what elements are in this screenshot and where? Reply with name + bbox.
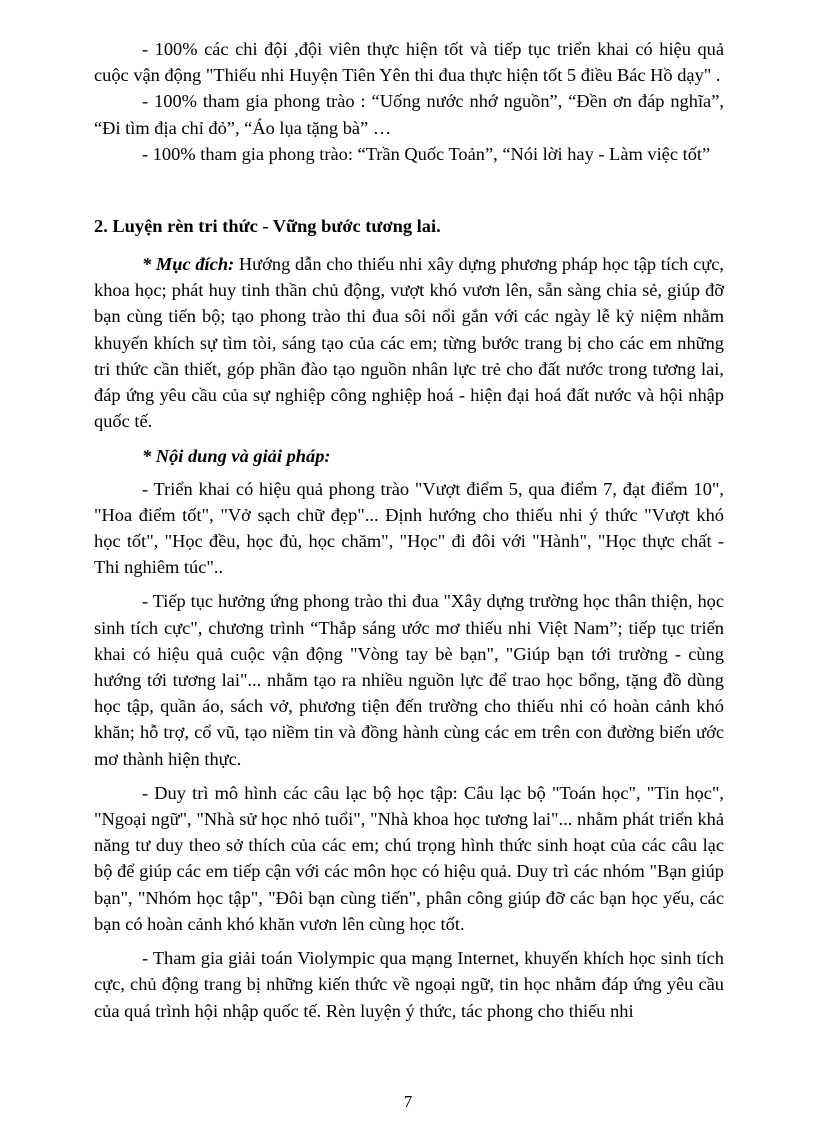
paragraph-cau-lac-bo: - Duy trì mô hình các câu lạc bộ học tập: Câu lạc bộ "Toán học", "Tin học", "Ngoại ngữ", "Nhà sử học nhỏ tuổi", "Nhà khoa học tương lai"... nhằm phát triển khả năng tư duy theo sở thích của các em; chú trọng hình thức sinh hoạt của các câu lạc bộ để giúp các em tiếp cận với các môn học có hiệu quả. Duy trì các nhóm "Bạn giúp bạn", "Nhóm học tập", "Đôi bạn cùng tiến", phân công giúp đỡ các bạn học yếu, các bạn có hoàn cảnh khó khăn vươn lên cùng học tốt. — [94, 782, 724, 934]
page-number: 7 — [403, 1092, 413, 1111]
bullet-chi-doi: - 100% các chi đội ,đội viên thực hiện tốt và tiếp tục triển khai có hiệu quả cuộc vận động "Thiếu nhi Huyện Tiên Yên thi đua thực hiện tốt 5 điều Bác Hồ dạy" . — [94, 39, 724, 86]
paragraph-truong-hoc-than-thien: - Tiếp tục hưởng ứng phong trào thi đua "Xây dựng trường học thân thiện, học sinh tích cực", chương trình “Thắp sáng ước mơ thiếu nhi Việt Nam”; tiếp tục triển khai có hiệu quả cuộc vận động "Vòng tay bè bạn", "Giúp bạn tới trường - cùng hướng tới tương lai"... nhằm tạo ra nhiều nguồn lực để trao học bổng, tặng đồ dùng học tập, quần áo, sách vở, phương tiện đến trường cho thiếu nhi có hoàn cảnh khó khăn; hỗ trợ, cổ vũ, tạo niềm tin và đồng hành cùng các em trên con đường biến ước mơ thành hiện thực. — [94, 591, 724, 769]
purpose-label: * Mục đích: — [142, 254, 235, 275]
bullet-tran-quoc-toan: - 100% tham gia phong trào: “Trần Quốc Toản”, “Nói lời hay - Làm việc tốt” — [142, 143, 711, 164]
purpose-paragraph — [94, 251, 724, 434]
purpose-text: Hướng dẫn cho thiếu nhi xây dựng phương pháp học tập tích cực, khoa học; phát huy tinh thần chủ động, vượt khó vươn lên, sẵn sàng chia sẻ, giúp đỡ bạn cùng tiến bộ; tạo phong trào thi đua sôi nổi gắn với các ngày lễ kỷ niệm nhằm khuyến khích sự tìm tòi, sáng tạo của các em; từng bước trang bị cho các em những tri thức cần thiết, góp phần đào tạo nguồn nhân lực trẻ cho đất nước trong tương lai, đáp ứng yêu cầu của sự nghiệp công nghiệp hoá - hiện đại hoá đất nước và hội nhập quốc tế. — [94, 254, 724, 432]
content-label: * Nội dung và giải pháp: — [142, 446, 331, 467]
bullet-uong-nuoc-nho-nguon: - 100% tham gia phong trào : “Uống nước nhớ nguồn”, “Đền ơn đáp nghĩa”, “Đi tìm địa chỉ đỏ”, “Áo lụa tặng bà” … — [94, 91, 724, 138]
paragraph-violympic: - Tham gia giải toán Violympic qua mạng Internet, khuyến khích học sinh tích cực, chủ động trang bị những kiến thức về ngoại ngữ, tin học nhằm đáp ứng yêu cầu của quá trình hội nhập quốc tế. Rèn luyện ý thức, tác phong cho thiếu nhi — [94, 948, 724, 1021]
section-heading: 2. Luyện rèn tri thức - Vững bước tương lai. — [94, 216, 441, 237]
document-page — [94, 36, 724, 1024]
paragraph-vuot-diem: - Triển khai có hiệu quả phong trào "Vượt điểm 5, qua điểm 7, đạt điểm 10", "Hoa điểm tốt", "Vở sạch chữ đẹp"... Định hướng cho thiếu nhi ý thức "Vượt khó học tốt", "Học đều, học đủ, học chăm", "Học" đi đôi với "Hành", "Học thực chất - Thi nghiêm túc".. — [94, 478, 724, 578]
